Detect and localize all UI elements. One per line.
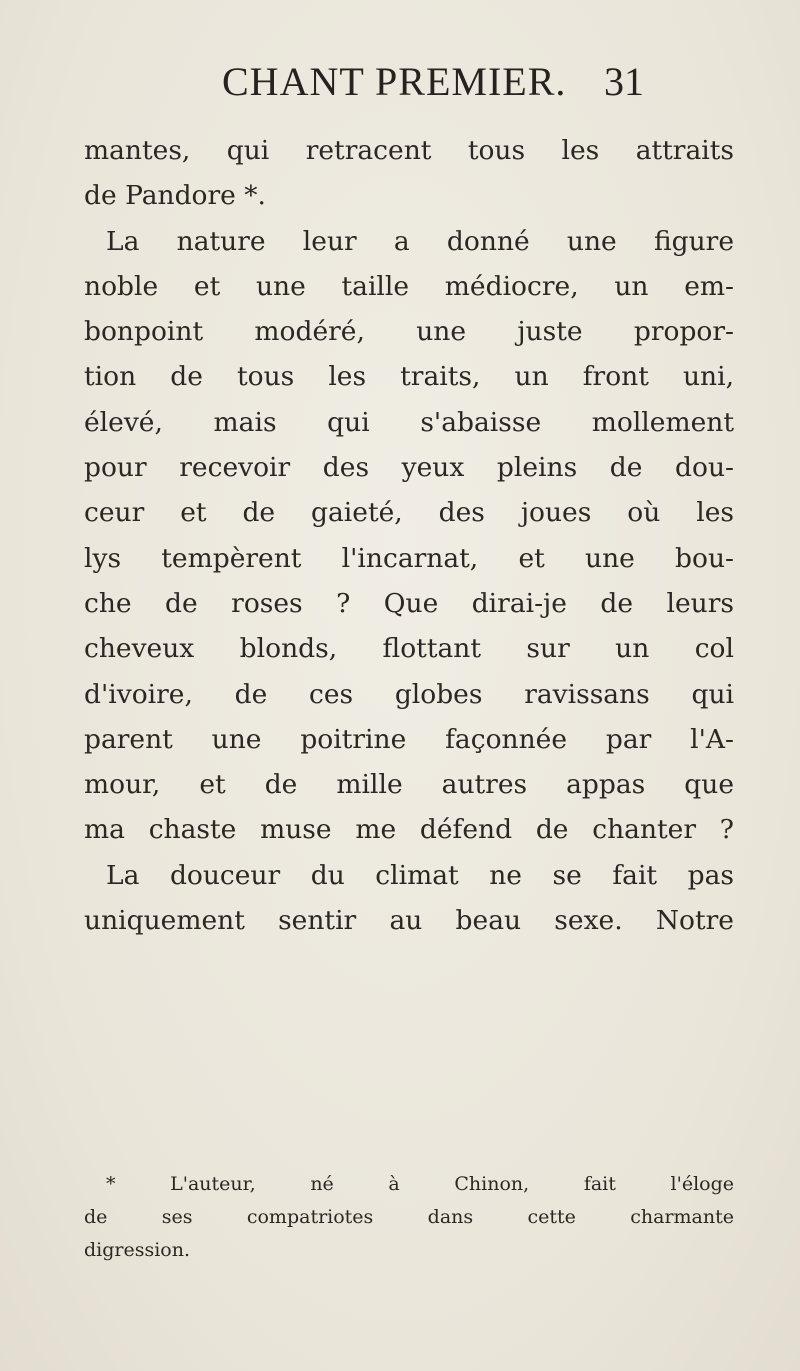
text-line: bonpoint modéré, une juste propor- <box>84 316 734 348</box>
text-line: mantes, qui retracent tous les attraits <box>84 135 734 166</box>
text-line: La douceur du climat ne se fait pas <box>106 859 734 891</box>
text-line: noble et une taille médiocre, un em- <box>84 270 734 302</box>
text-line: ma chaste muse me défend de chanter ? <box>84 814 734 846</box>
running-title: CHANT PREMIER. <box>222 59 567 104</box>
text-line: élevé, mais qui s'abaisse mollement <box>84 406 734 438</box>
page-number: 31 <box>604 59 644 104</box>
text-line: che de roses ? Que dirai-je de leurs <box>84 587 734 619</box>
footnote-line: de ses compatriotes dans cette charmante <box>84 1206 734 1228</box>
text-line: uniquement sentir au beau sexe. Notre <box>84 905 734 937</box>
text-line: lys tempèrent l'incarnat, et une bou- <box>84 542 734 574</box>
page-header <box>0 58 800 108</box>
text-line: tion de tous les traits, un front uni, <box>84 361 734 393</box>
text-line: pour recevoir des yeux pleins de dou- <box>84 452 734 484</box>
footnote-line: * L'auteur, né à Chinon, fait l'éloge <box>106 1173 734 1195</box>
text-line: mour, et de mille autres appas que <box>84 769 734 801</box>
footnote <box>84 1168 734 1267</box>
text-line: cheveux blonds, flottant sur un col <box>84 633 734 665</box>
text-line: La nature leur a donné une figure <box>106 225 734 257</box>
body-text <box>84 128 734 943</box>
footnote-line: digression. <box>84 1239 191 1261</box>
text-line: parent une poitrine façonnée par l'A- <box>84 723 734 755</box>
text-line: de Pandore *. <box>84 180 266 212</box>
text-line: ceur et de gaieté, des joues où les <box>84 497 734 529</box>
text-line: d'ivoire, de ces globes ravissans qui <box>84 678 734 710</box>
